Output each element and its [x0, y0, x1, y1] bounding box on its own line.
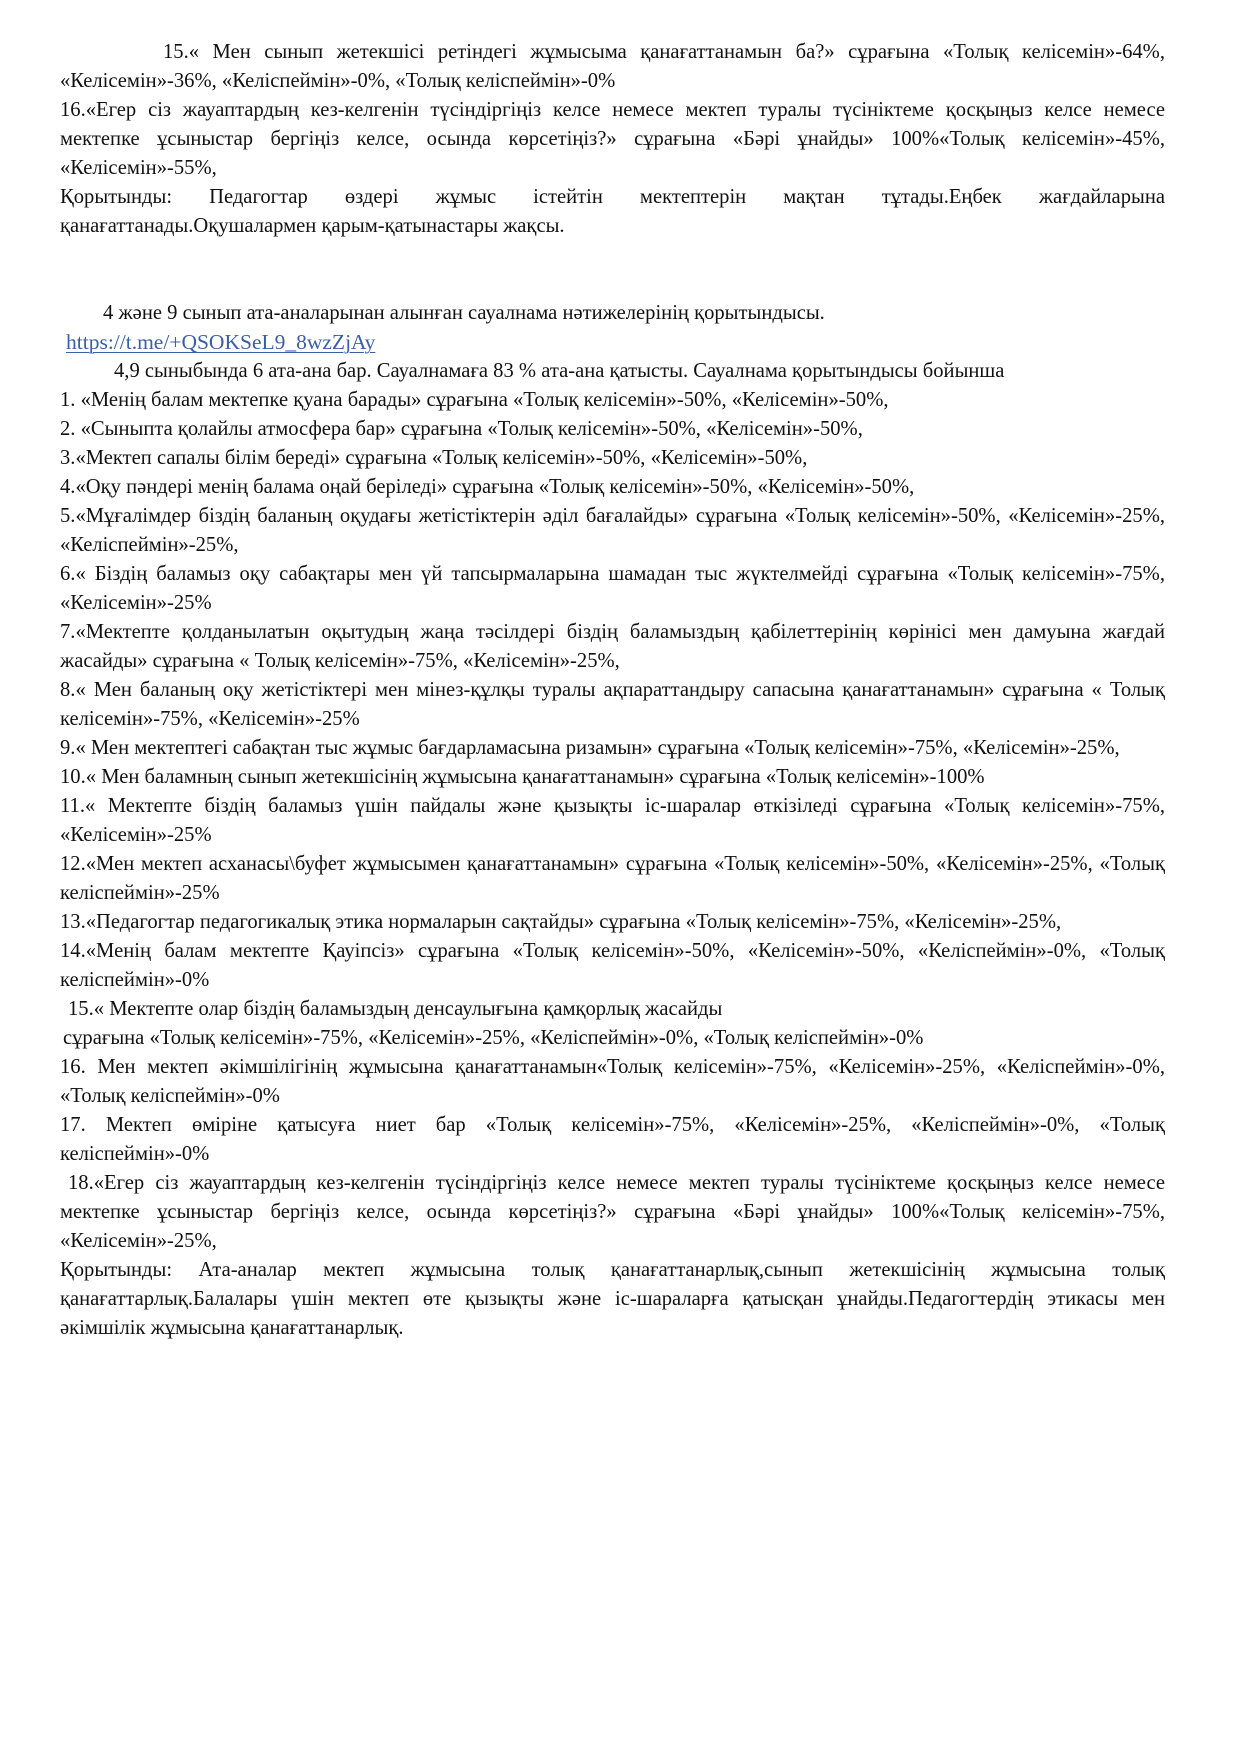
parent-item-8: 8.« Мен баланың оқу жетістіктері мен мінез-құлқы туралы ақпараттандыру сапасына қанағаттанамын» сұрағына « Толық келісемін»-75%, «Келісемін»-25%: [60, 679, 1165, 730]
parent-conclusion: Қорытынды: Ата-аналар мектеп жұмысына толық қанағаттанарлық,сынып жетекшісінің жұмысына толық қанағаттарлық.Балалары үшін мектеп өте қызықты және іс-шараларға қатысқан ұнайды.Педагогтердің этикасы мен әкімшілік жұмысына қанағаттанарлық.: [60, 1259, 1165, 1339]
parent-item-9: 9.« Мен мектептегі сабақтан тыс жұмыс бағдарламасына ризамын» сұрағына «Толық келісемін»-75%, «Келісемін»-25%,: [60, 737, 1120, 759]
parent-item-15-line-2: сұрағына «Толық келісемін»-75%, «Келісемін»-25%, «Келіспеймін»-0%, «Толық келіспеймін»-0%: [63, 1027, 924, 1049]
parent-item-10: 10.« Мен баламның сынып жетекшісінің жұмысына қанағаттанамын» сұрағына «Толық келісемін»-100%: [60, 766, 985, 788]
teacher-conclusion: Қорытынды: Педагогтар өздері жұмыс істейтін мектептерін мақтан тұтады.Еңбек жағдайларына қанағаттанады.Оқушалармен қарым-қатынастары жақсы.: [60, 186, 1165, 237]
parent-item-7: 7.«Мектепте қолданылатын оқытудың жаңа тәсілдері біздің баламыздың қабілеттерінің көрінісі мен дамуына жағдай жасайды» сұрағына « Толық келісемін»-75%, «Келісемін»-25%,: [60, 621, 1165, 672]
teacher-question-16: 16.«Егер сіз жауаптардың кез-келгенін түсіндіргіңіз келсе немесе мектеп туралы түсініктеме қосқыңыз келсе немесе мектепке ұсыныстар бергіңіз келсе, осында көрсетіңіз?» сұрағына «Бәрі ұнайды» 100%«Толық келісемін»-45%, «Келісемін»-55%,: [60, 99, 1165, 179]
parent-item-18: 18.«Егер сіз жауаптардың кез-келгенін түсіндіргіңіз келсе немесе мектеп туралы түсініктеме қосқыңыз келсе немесе мектепке ұсыныстар бергіңіз келсе, осында көрсетіңіз?» сұрағына «Бәрі ұнайды» 100%«Толық келісемін»-75%, «Келісемін»-25%,: [60, 1172, 1165, 1252]
teacher-question-15: 15.« Мен сынып жетекшісі ретіндегі жұмысыма қанағаттанамын ба?» сұрағына «Толық келісемін»-64%, «Келісемін»-36%, «Келіспеймін»-0%, «Толық келіспеймін»-0%: [60, 41, 1165, 92]
document-page: [60, 38, 1165, 1343]
parents-survey-intro: 4,9 сыныбында 6 ата-ана бар. Сауалнамаға 83 % ата-ана қатысты. Сауалнама қорытындысы бойынша: [114, 360, 1005, 382]
parents-survey-heading: 4 және 9 сынып ата-аналарынан алынған сауалнама нәтижелерінің қорытындысы.: [103, 302, 825, 324]
parent-item-15-line-1: 15.« Мектепте олар біздің баламыздың денсаулығына қамқорлық жасайды: [68, 998, 723, 1020]
telegram-link[interactable]: https://t.me/+QSOKSeL9_8wzZjAy: [66, 330, 376, 354]
section-spacer: [60, 241, 1165, 299]
parent-item-5: 5.«Мұғалімдер біздің баланың оқудағы жетістіктерін әділ бағалайды» сұрағына «Толық келісемін»-50%, «Келісемін»-25%, «Келіспеймін»-25%,: [60, 505, 1165, 556]
parent-item-11: 11.« Мектепте біздің баламыз үшін пайдалы және қызықты іс-шаралар өткізіледі сұрағына «Толық келісемін»-75%, «Келісемін»-25%: [60, 795, 1165, 846]
parent-item-1: 1. «Менің балам мектепке қуана барады» сұрағына «Толық келісемін»-50%, «Келісемін»-50%,: [60, 389, 889, 411]
parent-item-14: 14.«Менің балам мектепте Қауіпсіз» сұрағына «Толық келісемін»-50%, «Келісемін»-50%, «Келіспеймін»-0%, «Толық келіспеймін»-0%: [60, 940, 1165, 991]
parent-item-4: 4.«Оқу пәндері менің балама оңай беріледі» сұрағына «Толық келісемін»-50%, «Келісемін»-50%,: [60, 476, 915, 498]
parent-item-3: 3.«Мектеп сапалы білім береді» сұрағына «Толық келісемін»-50%, «Келісемін»-50%,: [60, 447, 808, 469]
parent-item-16: 16. Мен мектеп әкімшілігінің жұмысына қанағаттанамын«Толық келісемін»-75%, «Келісемін»-25%, «Келіспеймін»-0%, «Толық келіспеймін»-0%: [60, 1056, 1165, 1107]
parent-item-13: 13.«Педагогтар педагогикалық этика нормаларын сақтайды» сұрағына «Толық келісемін»-75%, «Келісемін»-25%,: [60, 911, 1062, 933]
parent-item-12: 12.«Мен мектеп асханасы\буфет жұмысымен қанағаттанамын» сұрағына «Толық келісемін»-50%, «Келісемін»-25%, «Толық келіспеймін»-25%: [60, 853, 1165, 904]
parent-item-6: 6.« Біздің баламыз оқу сабақтары мен үй тапсырмаларына шамадан тыс жүктелмейді сұрағына «Толық келісемін»-75%, «Келісемін»-25%: [60, 563, 1165, 614]
parent-item-17: 17. Мектеп өміріне қатысуға ниет бар «Толық келісемін»-75%, «Келісемін»-25%, «Келіспеймін»-0%, «Толық келіспеймін»-0%: [60, 1114, 1165, 1165]
parent-item-2: 2. «Сыныпта қолайлы атмосфера бар» сұрағына «Толық келісемін»-50%, «Келісемін»-50%,: [60, 418, 863, 440]
